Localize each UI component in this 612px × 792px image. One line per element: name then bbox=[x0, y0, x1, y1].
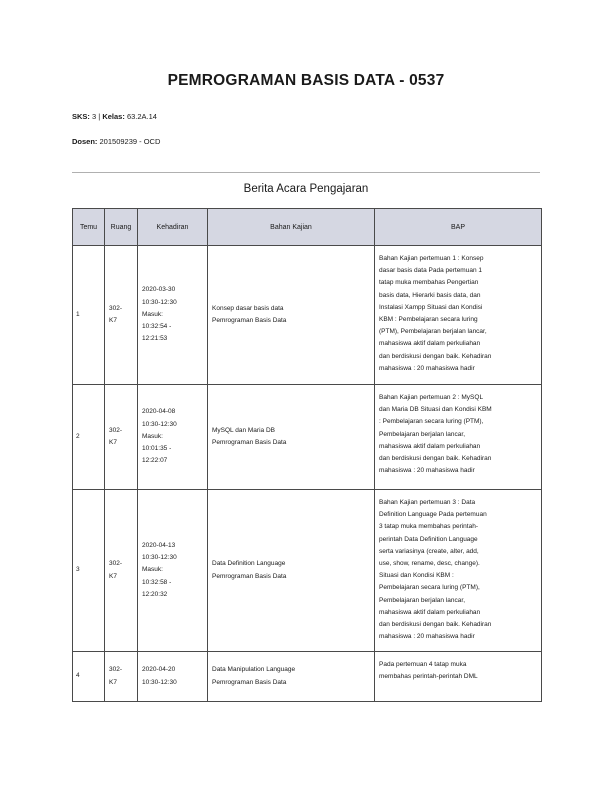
cell-bap: Pada pertemuan 4 tatap muka membahas perintah-perintah DML bbox=[375, 652, 542, 702]
cell-ruang: 302- K7 bbox=[105, 490, 138, 652]
cell-bap: Bahan Kajian pertemuan 1 : Konsep dasar basis data Pada pertemuan 1 tatap muka membahas Pengertian basis data, Hierarki basis data, dan Instalasi Xampp Situasi dan Kondisi KBM : Pembelajaran secara luring (PTM), Pembelajaran berjalan lancar, mahasiswa aktif dalam perkuliahan dan berdiskusi dengan baik. Kehadiran mahasiswa : 20 mahasiswa hadir bbox=[375, 246, 542, 385]
table-header-row bbox=[73, 209, 542, 246]
kelas-value: 63.2A.14 bbox=[126, 112, 157, 121]
cell-temu: 1 bbox=[73, 246, 105, 385]
cell-bahan-kajian: Konsep dasar basis data Pemrograman Basis Data bbox=[208, 246, 375, 385]
cell-kehadiran: 2020-04-20 10:30-12:30 bbox=[138, 652, 208, 702]
kelas-label: Kelas: bbox=[102, 112, 125, 121]
sks-value: 3 bbox=[92, 112, 97, 121]
header-bap: BAP bbox=[375, 209, 542, 246]
cell-bap: Bahan Kajian pertemuan 2 : MySQL dan Maria DB Situasi dan Kondisi KBM : Pembelajaran secara luring (PTM), Pembelajaran berjalan lancar, mahasiswa aktif dalam perkuliahan dan berdiskusi dengan baik. Kehadiran mahasiswa : 20 mahasiswa hadir bbox=[375, 385, 542, 490]
table-row bbox=[73, 246, 542, 385]
header-ruang: Ruang bbox=[105, 209, 138, 246]
sks-label: SKS: bbox=[72, 112, 90, 121]
cell-bap: Bahan Kajian pertemuan 3 : Data Definition Language Pada pertemuan 3 tatap muka membahas perintah- perintah Data Definition Language serta variasinya (create, alter, add, use, show, rename, desc, change). Situasi dan Kondisi KBM : Pembelajaran secara luring (PTM), Pembelajaran berjalan lancar, mahasiswa aktif dalam perkuliahan dan berdiskusi dengan baik. Kehadiran mahasiswa : 20 mahasiswa hadir bbox=[375, 490, 542, 652]
divider bbox=[72, 172, 540, 173]
table-row bbox=[73, 490, 542, 652]
cell-ruang: 302- K7 bbox=[105, 385, 138, 490]
header-kehadiran: Kehadiran bbox=[138, 209, 208, 246]
cell-temu: 3 bbox=[73, 490, 105, 652]
cell-ruang: 302- K7 bbox=[105, 246, 138, 385]
cell-kehadiran: 2020-04-08 10:30-12:30 Masuk: 10:01:35 - 12:22:07 bbox=[138, 385, 208, 490]
dosen-label: Dosen: bbox=[72, 137, 98, 146]
meta-separator: | bbox=[98, 112, 101, 121]
table-row bbox=[73, 385, 542, 490]
course-meta-sks-kelas bbox=[72, 112, 157, 121]
section-title: Berita Acara Pengajaran bbox=[243, 183, 369, 195]
course-meta-dosen bbox=[72, 137, 160, 146]
cell-kehadiran: 2020-03-30 10:30-12:30 Masuk: 10:32:54 - 12:21:53 bbox=[138, 246, 208, 385]
cell-temu: 2 bbox=[73, 385, 105, 490]
header-temu: Temu bbox=[73, 209, 105, 246]
bap-table bbox=[72, 208, 542, 702]
cell-kehadiran: 2020-04-13 10:30-12:30 Masuk: 10:32:58 - 12:20:32 bbox=[138, 490, 208, 652]
cell-bahan-kajian: Data Manipulation Language Pemrograman Basis Data bbox=[208, 652, 375, 702]
dosen-value: 201509239 - OCD bbox=[99, 137, 161, 146]
course-title: PEMROGRAMAN BASIS DATA - 0537 bbox=[167, 72, 445, 89]
cell-ruang: 302- K7 bbox=[105, 652, 138, 702]
cell-bahan-kajian: Data Definition Language Pemrograman Basis Data bbox=[208, 490, 375, 652]
table-row bbox=[73, 652, 542, 702]
header-bahan-kajian: Bahan Kajian bbox=[208, 209, 375, 246]
cell-temu: 4 bbox=[73, 652, 105, 702]
cell-bahan-kajian: MySQL dan Maria DB Pemrograman Basis Data bbox=[208, 385, 375, 490]
